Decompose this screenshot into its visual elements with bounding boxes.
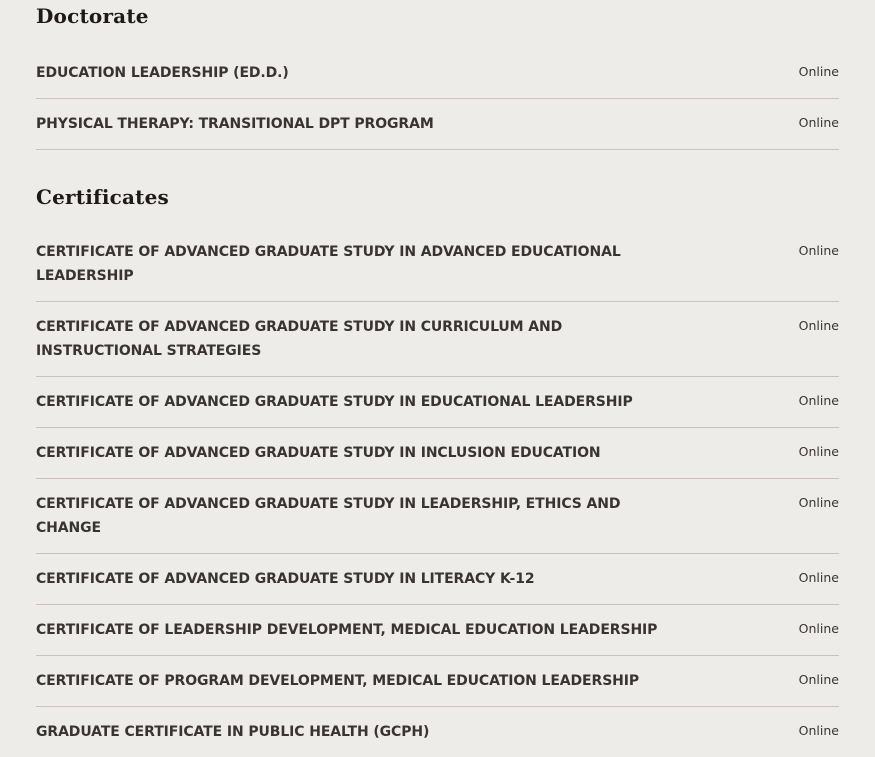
program-link-leadership-development-medical-education[interactable]: CERTIFICATE OF LEADERSHIP DEVELOPMENT, MEDICAL EDUCATION LEADERSHIP bbox=[36, 622, 658, 638]
program-row bbox=[36, 707, 839, 757]
program-list-doctorate bbox=[36, 48, 839, 150]
program-format: Online bbox=[798, 318, 839, 333]
program-format: Online bbox=[798, 570, 839, 585]
program-format: Online bbox=[798, 393, 839, 408]
program-link-physical-therapy-dpt[interactable]: PHYSICAL THERAPY: TRANSITIONAL DPT PROGRAM bbox=[36, 116, 434, 132]
program-row bbox=[36, 428, 839, 479]
program-link-cags-advanced-educational-leadership[interactable]: CERTIFICATE OF ADVANCED GRADUATE STUDY IN ADVANCED EDUCATIONAL LEADERSHIP bbox=[36, 244, 621, 284]
section-title-certificates: Certificates bbox=[36, 185, 169, 209]
program-format: Online bbox=[798, 723, 839, 738]
program-row bbox=[36, 99, 839, 150]
program-link-education-leadership-edd[interactable]: EDUCATION LEADERSHIP (ED.D.) bbox=[36, 65, 289, 81]
program-link-cags-literacy-k12[interactable]: CERTIFICATE OF ADVANCED GRADUATE STUDY IN LITERACY K-12 bbox=[36, 571, 535, 587]
program-row bbox=[36, 605, 839, 656]
section-doctorate bbox=[36, 0, 839, 150]
section-title-doctorate: Doctorate bbox=[36, 4, 149, 28]
program-link-graduate-certificate-public-health[interactable]: GRADUATE CERTIFICATE IN PUBLIC HEALTH (GCPH) bbox=[36, 724, 430, 740]
program-link-cags-inclusion-education[interactable]: CERTIFICATE OF ADVANCED GRADUATE STUDY IN INCLUSION EDUCATION bbox=[36, 445, 601, 461]
program-format: Online bbox=[798, 243, 839, 258]
program-format: Online bbox=[798, 495, 839, 510]
program-link-cags-leadership-ethics-change[interactable]: CERTIFICATE OF ADVANCED GRADUATE STUDY IN LEADERSHIP, ETHICS AND CHANGE bbox=[36, 496, 621, 536]
program-link-cags-curriculum-instructional-strategies[interactable]: CERTIFICATE OF ADVANCED GRADUATE STUDY IN CURRICULUM AND INSTRUCTIONAL STRATEGIES bbox=[36, 319, 563, 359]
program-format: Online bbox=[798, 115, 839, 130]
program-link-program-development-medical-education[interactable]: CERTIFICATE OF PROGRAM DEVELOPMENT, MEDICAL EDUCATION LEADERSHIP bbox=[36, 673, 640, 689]
program-format: Online bbox=[798, 621, 839, 636]
program-row bbox=[36, 479, 839, 554]
program-row bbox=[36, 48, 839, 99]
program-format: Online bbox=[798, 672, 839, 687]
program-row bbox=[36, 302, 839, 377]
program-format: Online bbox=[798, 64, 839, 79]
program-format: Online bbox=[798, 444, 839, 459]
program-list-certificates bbox=[36, 227, 839, 757]
program-link-cags-educational-leadership[interactable]: CERTIFICATE OF ADVANCED GRADUATE STUDY IN EDUCATIONAL LEADERSHIP bbox=[36, 394, 633, 410]
program-row bbox=[36, 656, 839, 707]
program-row bbox=[36, 554, 839, 605]
section-certificates bbox=[36, 150, 839, 757]
program-listing bbox=[36, 0, 839, 757]
program-row bbox=[36, 377, 839, 428]
program-row bbox=[36, 227, 839, 302]
